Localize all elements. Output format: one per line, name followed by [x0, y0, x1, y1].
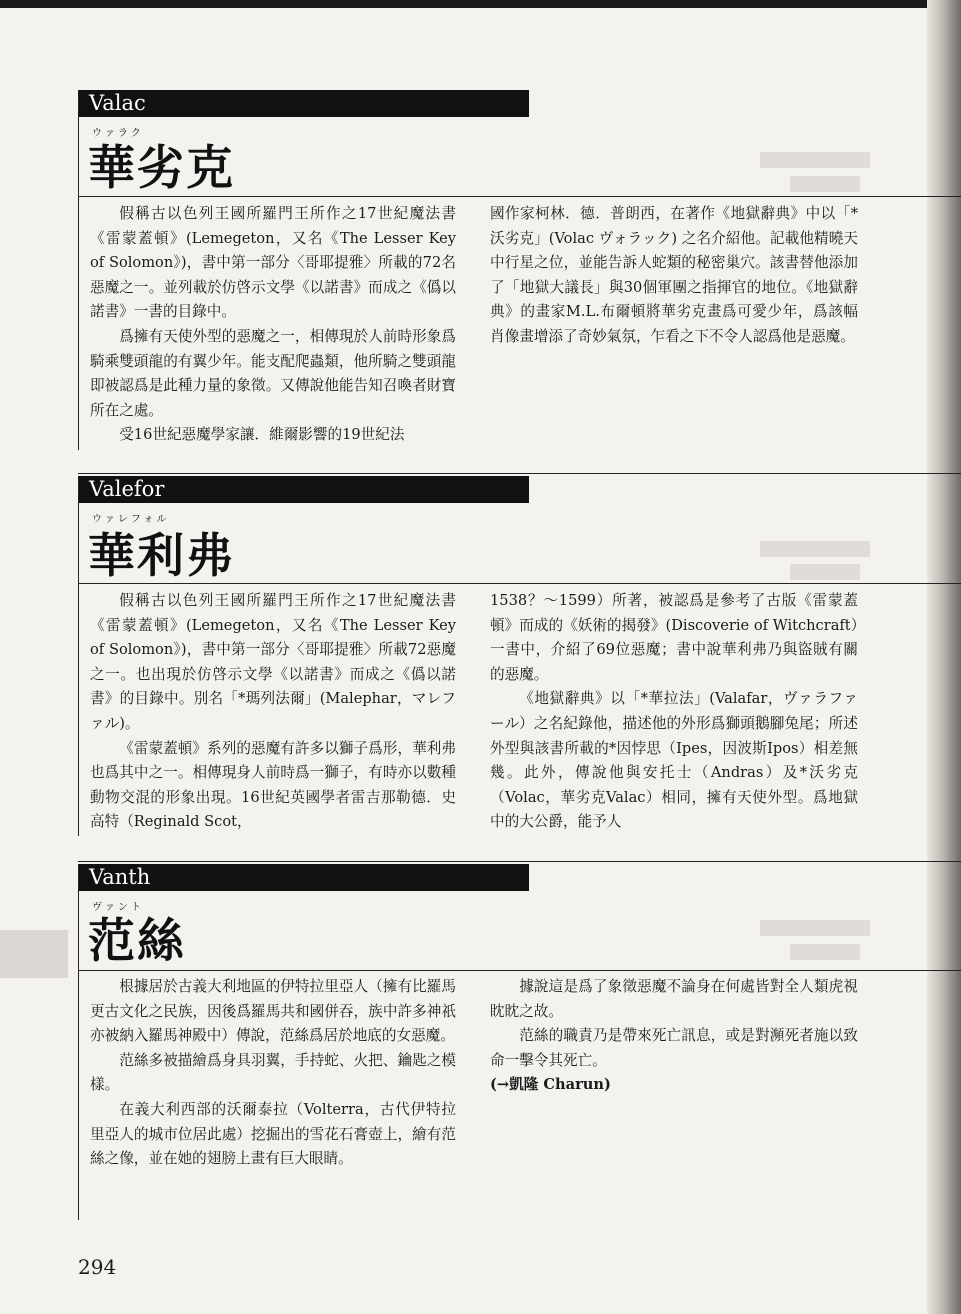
- paragraph: 在義大利西部的沃爾泰拉（Volterra，古代伊特拉里亞人的城市位居此處）挖掘出的雪花石膏壺上，繪有范絲之像，並在她的翅膀上畫有巨大眼睛。: [90, 1100, 456, 1168]
- entry-kana-reading: ヴァント: [92, 902, 144, 913]
- paragraph: 假稱古以色列王國所羅門王所作之17世紀魔法書《雷蒙蓋頓》(Lemegeton，又名《The Lesser Key of Solomon》)，書中第一部分〈哥耶提雅〉所載72惡魔之一。也出現於仿啓示文學《以諾書》而成之《僞以諾書》的目錄中。別名「*瑪列法爾」(Malephar，マレファル)。: [90, 592, 456, 732]
- entry-kana-reading: ウァラク: [92, 128, 144, 139]
- left-column: [90, 589, 456, 835]
- entry-latin-name: Vanth: [89, 865, 151, 889]
- left-column: [90, 202, 456, 448]
- see-also-link: (→凱隆 Charun): [490, 1076, 611, 1094]
- entry-latin-name: Valac: [89, 91, 146, 115]
- paragraph: 《地獄辭典》以「*華拉法」(Valafar，ヴァラファール）之名紀錄他，描述他的外形爲獅頭鵝腳兔尾；所述外型與該書所載的*因悖思（Ipes，因波斯Ipos）相差無幾。此外，傳說他與安托士（Andras）及*沃劣克（Volac，華劣克Valac）相同，擁有天使外型。爲地獄中的大公爵，能予人: [490, 690, 858, 831]
- bleed-through-label: [760, 920, 870, 936]
- paragraph: 受16世紀惡魔學家讓．維爾影響的19世紀法: [119, 426, 405, 444]
- right-column: [490, 202, 858, 350]
- entry-header-bar: [78, 476, 529, 503]
- page-number: 294: [78, 1255, 117, 1279]
- entry-rule: [78, 970, 961, 971]
- entry-title: 華利弗: [88, 529, 235, 584]
- entry-header-bar: [78, 90, 529, 117]
- right-column: [490, 975, 858, 1098]
- paragraph: 范絲多被描繪爲身具羽翼，手持蛇、火把、鑰匙之模樣。: [90, 1051, 456, 1094]
- entry-header-bar: [78, 864, 529, 891]
- paragraph: 假稱古以色列王國所羅門王所作之17世紀魔法書《雷蒙蓋頓》(Lemegeton，又名《The Lesser Key of Solomon》)，書中第一部分〈哥耶提雅〉所載的72名惡魔之一。並列載於仿啓示文學《以諾書》而成之《僞以諾書》一書的目錄中。: [90, 205, 456, 321]
- paragraph: 1538？～1599）所著，被認爲是參考了古版《雷蒙蓋頓》而成的《妖術的揭發》(Discoverie of Witchcraft）一書中，介紹了69位惡魔；書中說華利弗乃與盜賊有關的惡魔。: [490, 592, 858, 683]
- entry-margin-rule: [78, 90, 79, 450]
- book-spine-shadow: [927, 0, 961, 1314]
- paragraph: 國作家柯林．德．普朗西，在著作《地獄辭典》中以「*沃劣克」(Volac ヴォラック) 之名介紹他。記載他精曉天中行星之位，並能告訴人蛇類的秘密巢穴。該書替他添加了「地獄大議長」與30個軍團之指揮官的地位。《地獄辭典》的畫家M.L.布爾頓將華劣克畫爲可愛少年，爲該幅肖像畫增添了奇妙氣氛，乍看之下不令人認爲他是惡魔。: [490, 205, 858, 345]
- right-column: [490, 589, 858, 835]
- paragraph: 爲擁有天使外型的惡魔之一，相傳現於人前時形象爲騎乘雙頭龍的有翼少年。能支配爬蟲類，他所騎之雙頭龍即被認爲是此種力量的象徵。又傳說他能告知召喚者財寶所在之處。: [90, 327, 456, 419]
- bleed-through-label: [790, 564, 860, 580]
- entry-top-rule: [78, 473, 961, 474]
- bleed-through-label: [760, 152, 870, 168]
- entry-rule: [78, 583, 961, 584]
- bleed-through-tab: [0, 930, 68, 978]
- entry-top-rule: [78, 861, 961, 862]
- scan-top-edge: [0, 0, 961, 8]
- entry-latin-name: Valefor: [89, 477, 165, 501]
- bleed-through-label: [790, 944, 860, 960]
- entry-rule: [78, 196, 961, 197]
- entry-kana-reading: ウァレフォル: [92, 514, 170, 525]
- entry-margin-rule: [78, 864, 79, 1220]
- left-column: [90, 975, 456, 1172]
- paragraph: 根據居於古義大利地區的伊特拉里亞人（擁有比羅馬更古文化之民族，因後爲羅馬共和國併吞，族中許多神祇亦被納入羅馬神殿中）傳說，范絲爲居於地底的女惡魔。: [90, 978, 456, 1045]
- entry-margin-rule: [78, 476, 79, 836]
- paragraph: 《雷蒙蓋頓》系列的惡魔有許多以獅子爲形，華利弗也爲其中之一。相傳現身人前時爲一獅子，有時亦以數種動物交混的形象出現。16世紀英國學者雷吉那勒德．史高特（Reginald Scot，: [90, 739, 456, 831]
- paragraph: 據說這是爲了象徵惡魔不論身在何處皆對全人類虎視眈眈之故。: [490, 978, 858, 1020]
- entry-title: 華劣克: [88, 141, 235, 196]
- entry-title: 范絲: [88, 914, 186, 969]
- bleed-through-label: [760, 541, 870, 557]
- bleed-through-label: [790, 176, 860, 192]
- paragraph: 范絲的職責乃是帶來死亡訊息，或是對瀕死者施以致命一擊令其死亡。: [490, 1027, 858, 1069]
